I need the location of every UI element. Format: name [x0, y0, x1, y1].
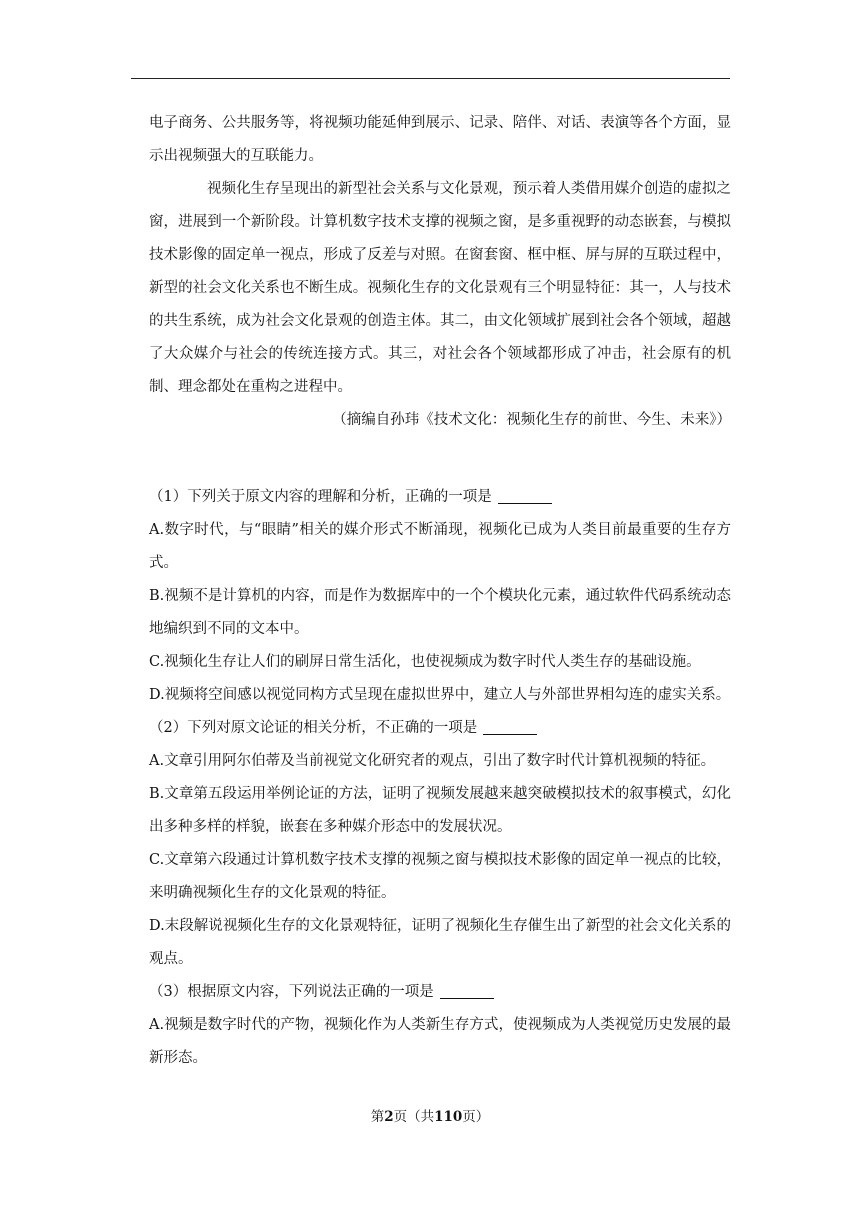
- answer-blank: [440, 982, 494, 999]
- page-number: 2: [384, 1109, 394, 1125]
- paragraph-continued: 电子商务、公共服务等，将视频功能延伸到展示、记录、陪伴、对话、表演等各个方面，显示出视频强大的互联能力。: [149, 115, 731, 164]
- page-footer: [0, 1107, 860, 1127]
- answer-blank: [498, 487, 552, 504]
- source-citation: （摘编自孙玮《技术文化：视频化生存的前世、今生、未来》）: [332, 412, 731, 428]
- option-d: D.末段解说视频化生存的文化景观特征，证明了视频化生存催生出了新型的社会文化关系的观点。: [149, 918, 731, 967]
- question-stem: [149, 481, 731, 514]
- total-pages: 110: [434, 1109, 463, 1125]
- question-stem-text: （2）下列对原文论证的相关分析，不正确的一项是: [149, 720, 478, 736]
- spacer: [149, 437, 731, 481]
- option-a: A.数字时代，与“眼睛”相关的媒介形式不断涌现，视频化已成为人类目前最重要的生存方式。: [149, 522, 731, 571]
- header-rule: [131, 78, 730, 79]
- question-stem-text: （1）下列关于原文内容的理解和分析，正确的一项是: [149, 489, 492, 505]
- footer-prefix: 第: [370, 1109, 385, 1125]
- question-2: [149, 712, 731, 976]
- question-stem: [149, 976, 731, 1009]
- question-stem: [149, 712, 731, 745]
- document-body: [149, 107, 731, 1075]
- footer-suffix: 页）: [462, 1109, 490, 1125]
- question-stem-text: （3）根据原文内容，下列说法正确的一项是: [149, 984, 434, 1000]
- option-c: C.视频化生存让人们的刷屏日常生活化，也使视频成为数字时代人类生存的基础设施。: [149, 654, 701, 670]
- option-b: B.视频不是计算机的内容，而是作为数据库中的一个个模块化元素，通过软件代码系统动态地编织到不同的文本中。: [149, 588, 731, 637]
- option-c: C.文章第六段通过计算机数字技术支撑的视频之窗与模拟技术影像的固定单一视点的比较，来明确视频化生存的文化景观的特征。: [149, 852, 731, 901]
- option-a: A.文章引用阿尔伯蒂及当前视觉文化研究者的观点，引出了数字时代计算机视频的特征。: [149, 753, 716, 769]
- question-3: [149, 976, 731, 1075]
- option-a: A.视频是数字时代的产物，视频化作为人类新生存方式，使视频成为人类视觉历史发展的最新形态。: [149, 1017, 731, 1066]
- option-b: B.文章第五段运用举例论证的方法，证明了视频发展越来越突破模拟技术的叙事模式，幻化出多种多样的样貌，嵌套在多种媒介形态中的发展状况。: [149, 786, 731, 835]
- option-d: D.视频将空间感以视觉同构方式呈现在虚拟世界中，建立人与外部世界相勾连的虚实关系。: [149, 687, 731, 703]
- footer-middle: 页（共: [393, 1109, 435, 1125]
- paragraph-cultural-landscape: 视频化生存呈现出的新型社会关系与文化景观，预示着人类借用媒介创造的虚拟之窗，进展到一个新阶段。计算机数字技术支撑的视频之窗，是多重视野的动态嵌套，与模拟技术影像的固定单一视点，形成了反差与对照。在窗套窗、框中框、屏与屏的互联过程中，新型的社会文化关系也不断生成。视频化生存的文化景观有三个明显特征：其一，人与技术的共生系统，成为社会文化景观的创造主体。其二，由文化领域扩展到社会各个领域，超越了大众媒介与社会的传统连接方式。其三，对社会各个领域都形成了冲击，社会原有的机制、理念都处在重构之进程中。: [149, 181, 731, 395]
- answer-blank: [483, 718, 537, 735]
- question-1: [149, 481, 731, 712]
